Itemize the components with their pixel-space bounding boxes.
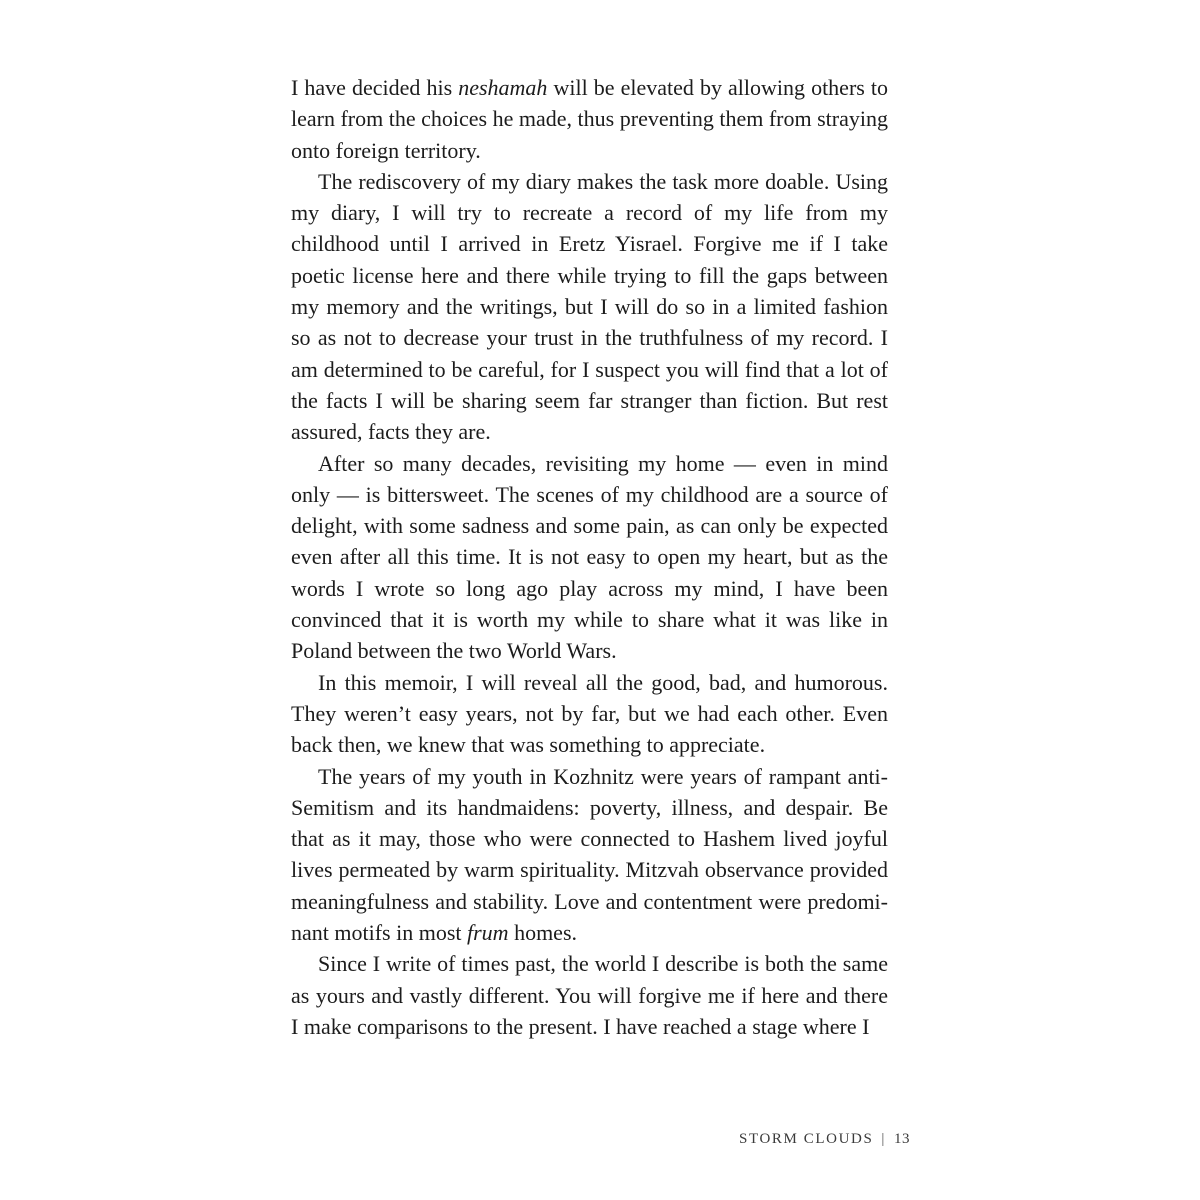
text-run: In this memoir, I will reveal all the good, bad, and humorous. They weren’t easy years, not by far, but we had each other. Even back then, we knew that was something to appreciate.: [291, 669, 888, 758]
text-run: Since I write of times past, the world I describe is both the same as yours and vastly different. You will forgive me if here and there I make comparisons to the present. I have reached a stage where I: [291, 951, 888, 1039]
footer-separator: |: [881, 1131, 886, 1147]
italic-term: frum: [467, 920, 509, 946]
page-number: 13: [894, 1131, 910, 1147]
paragraph: [291, 761, 888, 949]
text-run: The years of my youth in Kozhnitz were years of rampant anti-Semitism and its handmaidens: poverty, illness, and despair. Be that as it may, those who were connected to Hashem lived joyful lives permeated by warm spirituality. Mitzvah observance provided meaningfulness and stability. Love and contentment were predominant motifs in most: [291, 763, 888, 946]
paragraph: [291, 448, 888, 667]
running-footer: [739, 1131, 910, 1148]
paragraph: [291, 166, 888, 448]
paragraph: [291, 667, 888, 761]
body-text: [291, 72, 888, 1042]
text-run: The rediscovery of my diary makes the task more doable. Using my diary, I will try to recreate a record of my life from my childhood until I arrived in Eretz Yisrael. Forgive me if I take poetic license here and there while trying to fill the gaps between my memory and the writings, but I will do so in a limited fashion so as not to decrease your trust in the truthfulness of my record. I am determined to be careful, for I suspect you will find that a lot of the facts I will be sharing seem far stranger than fiction. But rest assured, facts they are.: [291, 168, 888, 445]
paragraph: [291, 72, 888, 166]
italic-term: neshamah: [458, 75, 548, 100]
text-run: homes.: [508, 920, 578, 946]
paragraph: [291, 948, 888, 1042]
text-run: will be elevated by allowing others to learn from the choices he made, thus preventing them from straying onto foreign territory.: [291, 75, 889, 163]
text-run: After so many decades, revisiting my home — even in mind only — is bittersweet. The scenes of my childhood are a source of delight, with some sadness and some pain, as can only be expected even after all this time. It is not easy to open my heart, but as the words I wrote so long ago play across my mind, I have been convinced that it is worth my while to share what it was like in Poland between the two World Wars.: [291, 450, 888, 664]
running-head-title: STORM CLOUDS: [739, 1131, 874, 1147]
text-run: I have decided his: [291, 75, 459, 100]
